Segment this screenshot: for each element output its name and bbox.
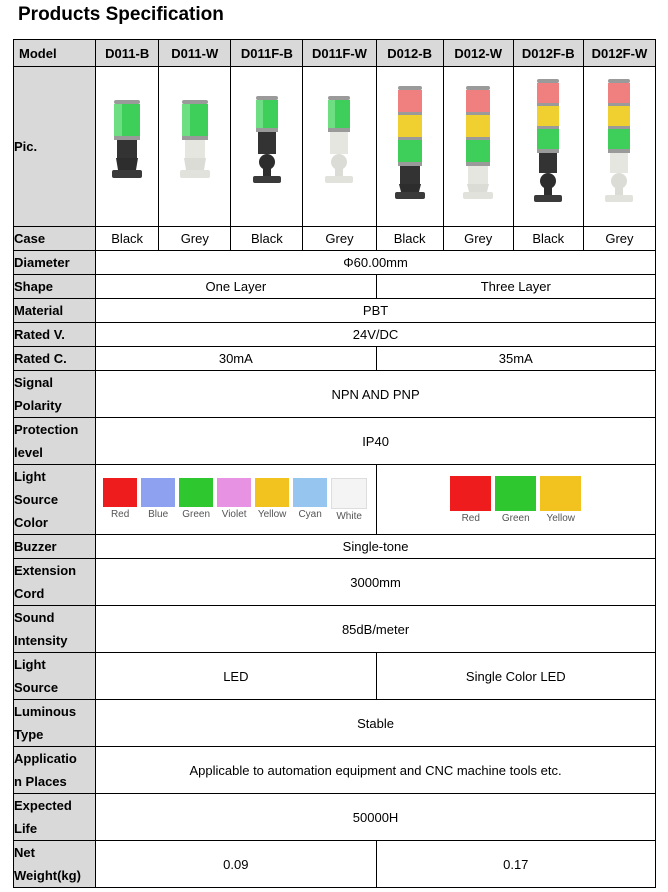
- life-label: Expected Life: [14, 794, 96, 841]
- light-source-value-d012: Single Color LED: [376, 653, 655, 700]
- rated-c-row: [14, 347, 656, 371]
- color-chip: [255, 478, 289, 507]
- shape-value-d011: One Layer: [96, 275, 376, 299]
- material-value: PBT: [96, 299, 656, 323]
- extension-label: Extension Cord: [14, 559, 96, 606]
- pic-label: Pic.: [14, 67, 96, 227]
- color-chip: [331, 478, 367, 509]
- signal-row: [14, 371, 656, 418]
- buzzer-label: Buzzer: [14, 535, 96, 559]
- protection-label: Protection level: [14, 418, 96, 465]
- protection-value: IP40: [96, 418, 656, 465]
- color-swatches-d012: [376, 465, 655, 535]
- weight-row: [14, 841, 656, 888]
- color-chip: [450, 476, 491, 511]
- product-image-d012f-b: [513, 67, 583, 227]
- model-header: D012-B: [376, 40, 443, 67]
- color-swatch-label: Yellow: [257, 508, 287, 520]
- luminous-value: Stable: [96, 700, 656, 747]
- page-title: Products Specification: [18, 4, 224, 25]
- shape-row: [14, 275, 656, 299]
- luminous-row: [14, 700, 656, 747]
- case-label: Case: [14, 227, 96, 251]
- weight-label: Net Weight(kg): [14, 841, 96, 888]
- color-swatch-label: Red: [461, 512, 480, 524]
- shape-label: Shape: [14, 275, 96, 299]
- color-swatch-label: Violet: [221, 508, 247, 520]
- model-header-label: Model: [14, 40, 96, 67]
- spec-table: [13, 39, 656, 888]
- material-row: [14, 299, 656, 323]
- extension-row: [14, 559, 656, 606]
- color-swatch-label: Blue: [148, 508, 169, 520]
- rated-v-value: 24V/DC: [96, 323, 656, 347]
- case-value: Black: [96, 227, 159, 251]
- color-swatch-cyan: [293, 478, 327, 522]
- color-chip: [179, 478, 213, 507]
- case-value: Black: [513, 227, 583, 251]
- product-image-d011-w: [159, 67, 231, 227]
- color-swatch-red: [103, 478, 137, 522]
- light-color-label: Light Source Color: [14, 465, 96, 535]
- color-swatch-label: Red: [110, 508, 130, 520]
- color-chip: [217, 478, 251, 507]
- protection-row: [14, 418, 656, 465]
- header-row: [14, 40, 656, 67]
- color-swatch-green: [495, 476, 536, 524]
- diameter-label: Diameter: [14, 251, 96, 275]
- model-header: D012F-W: [583, 40, 655, 67]
- case-value: Grey: [583, 227, 655, 251]
- product-image-d011-b: [96, 67, 159, 227]
- buzzer-value: Single-tone: [96, 535, 656, 559]
- product-image-d011f-w: [303, 67, 376, 227]
- model-header: D011F-B: [231, 40, 303, 67]
- shape-value-d012: Three Layer: [376, 275, 655, 299]
- sound-label: Sound Intensity: [14, 606, 96, 653]
- life-row: [14, 794, 656, 841]
- weight-value-d011: 0.09: [96, 841, 376, 888]
- color-swatch-label: Green: [182, 508, 211, 520]
- color-swatches-d011: [96, 465, 376, 535]
- color-chip: [103, 478, 137, 507]
- light-source-label: Light Source: [14, 653, 96, 700]
- case-value: Grey: [303, 227, 376, 251]
- color-swatch-blue: [141, 478, 175, 522]
- color-swatch-yellow: [255, 478, 289, 522]
- application-row: [14, 747, 656, 794]
- case-value: Grey: [159, 227, 231, 251]
- color-swatch-label: Green: [501, 512, 530, 524]
- case-row: [14, 227, 656, 251]
- rated-v-label: Rated V.: [14, 323, 96, 347]
- rated-c-value-d012: 35mA: [376, 347, 655, 371]
- product-image-d012f-w: [583, 67, 655, 227]
- sound-value: 85dB/meter: [96, 606, 656, 653]
- product-image-d011f-b: [231, 67, 303, 227]
- material-label: Material: [14, 299, 96, 323]
- diameter-row: [14, 251, 656, 275]
- color-swatch-label: Cyan: [298, 508, 322, 520]
- color-swatch-label: Yellow: [546, 512, 576, 524]
- signal-value: NPN AND PNP: [96, 371, 656, 418]
- application-value: Applicable to automation equipment and CNC machine tools etc.: [96, 747, 656, 794]
- color-chip: [495, 476, 536, 511]
- weight-value-d012: 0.17: [376, 841, 655, 888]
- color-swatch-violet: [217, 478, 251, 522]
- color-chip: [540, 476, 581, 511]
- extension-value: 3000mm: [96, 559, 656, 606]
- case-value: Grey: [443, 227, 513, 251]
- model-header: D011F-W: [303, 40, 376, 67]
- color-chip: [141, 478, 175, 507]
- life-value: 50000H: [96, 794, 656, 841]
- color-swatch-red: [450, 476, 491, 524]
- product-image-d012-w: [443, 67, 513, 227]
- application-label: Applicatio n Places: [14, 747, 96, 794]
- rated-v-row: [14, 323, 656, 347]
- model-header: D012F-B: [513, 40, 583, 67]
- luminous-label: Luminous Type: [14, 700, 96, 747]
- rated-c-value-d011: 30mA: [96, 347, 376, 371]
- rated-c-label: Rated C.: [14, 347, 96, 371]
- color-chip: [293, 478, 327, 507]
- model-header: D011-B: [96, 40, 159, 67]
- case-value: Black: [231, 227, 303, 251]
- diameter-value: Φ60.00mm: [96, 251, 656, 275]
- product-image-d012-b: [376, 67, 443, 227]
- light-source-row: [14, 653, 656, 700]
- color-swatch-white: [331, 478, 367, 522]
- color-swatch-green: [179, 478, 213, 522]
- sound-row: [14, 606, 656, 653]
- signal-label: Signal Polarity: [14, 371, 96, 418]
- color-swatch-yellow: [540, 476, 581, 524]
- pic-row: [14, 67, 656, 227]
- model-header: D011-W: [159, 40, 231, 67]
- case-value: Black: [376, 227, 443, 251]
- model-header: D012-W: [443, 40, 513, 67]
- light-color-row: [14, 465, 656, 535]
- color-swatch-label: White: [336, 510, 362, 522]
- light-source-value-d011: LED: [96, 653, 376, 700]
- buzzer-row: [14, 535, 656, 559]
